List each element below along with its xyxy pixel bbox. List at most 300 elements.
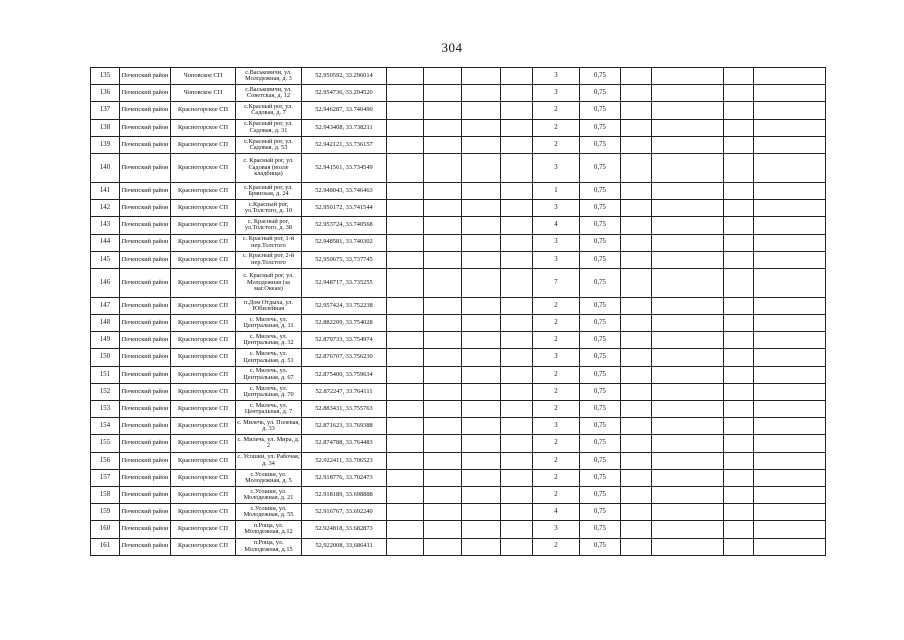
- table-row: [91, 251, 826, 268]
- empty-cell: [501, 538, 533, 555]
- empty-cell: [501, 435, 533, 452]
- empty-cell: [724, 268, 754, 297]
- empty-cell: [501, 486, 533, 503]
- container-count-cell: 3: [533, 251, 580, 268]
- container-count-cell: 2: [533, 469, 580, 486]
- address-cell: с. Милечь, ул. Центральная, д. 51: [236, 349, 302, 366]
- container-volume-cell: 0,75: [580, 366, 621, 383]
- table-row: [91, 200, 826, 217]
- empty-cell: [724, 401, 754, 418]
- coordinates-cell: 52.943408, 33.738211: [302, 119, 387, 136]
- district-cell: Почепский район: [120, 234, 171, 251]
- empty-cell: [621, 102, 652, 119]
- empty-cell: [652, 251, 724, 268]
- row-number: 142: [91, 200, 120, 217]
- empty-cell: [387, 418, 424, 435]
- table-row: [91, 452, 826, 469]
- empty-cell: [387, 217, 424, 234]
- container-volume-cell: 0,75: [580, 182, 621, 199]
- settlement-cell: Красногорское СП: [171, 349, 236, 366]
- settlement-cell: Красногорское СП: [171, 486, 236, 503]
- container-volume-cell: 0,75: [580, 469, 621, 486]
- coordinates-cell: 52.918776, 33.702473: [302, 469, 387, 486]
- empty-cell: [724, 383, 754, 400]
- empty-cell: [652, 435, 724, 452]
- settlement-cell: Красногорское СП: [171, 452, 236, 469]
- empty-cell: [501, 315, 533, 332]
- address-cell: п.Роща, ул. Молодежная, д.15: [236, 538, 302, 555]
- empty-cell: [501, 401, 533, 418]
- address-cell: с.Красный рог, ул. Садовая, д. 53: [236, 136, 302, 153]
- empty-cell: [621, 435, 652, 452]
- empty-cell: [501, 268, 533, 297]
- empty-cell: [387, 153, 424, 182]
- address-cell: с. Милечь, ул. Центральная, д. 70: [236, 383, 302, 400]
- table-row: [91, 182, 826, 199]
- empty-cell: [621, 469, 652, 486]
- container-count-cell: 3: [533, 68, 580, 85]
- empty-cell: [387, 332, 424, 349]
- container-volume-cell: 0,75: [580, 251, 621, 268]
- row-number: 150: [91, 349, 120, 366]
- empty-cell: [462, 297, 501, 314]
- empty-cell: [754, 401, 826, 418]
- container-count-cell: 2: [533, 119, 580, 136]
- empty-cell: [387, 234, 424, 251]
- address-cell: с. Милечь, ул. Центральная, д. 32: [236, 332, 302, 349]
- empty-cell: [387, 435, 424, 452]
- district-cell: Почепский район: [120, 85, 171, 102]
- district-cell: Почепский район: [120, 119, 171, 136]
- coordinates-cell: 52.918189, 33.698888: [302, 486, 387, 503]
- empty-cell: [652, 383, 724, 400]
- empty-cell: [424, 315, 462, 332]
- empty-cell: [652, 366, 724, 383]
- district-cell: Почепский район: [120, 136, 171, 153]
- empty-cell: [462, 234, 501, 251]
- empty-cell: [462, 217, 501, 234]
- empty-cell: [462, 85, 501, 102]
- empty-cell: [462, 102, 501, 119]
- empty-cell: [462, 366, 501, 383]
- empty-cell: [424, 469, 462, 486]
- empty-cell: [652, 349, 724, 366]
- district-cell: Почепский район: [120, 452, 171, 469]
- table-row: [91, 332, 826, 349]
- empty-cell: [652, 297, 724, 314]
- empty-cell: [462, 251, 501, 268]
- empty-cell: [621, 315, 652, 332]
- empty-cell: [462, 136, 501, 153]
- empty-cell: [754, 200, 826, 217]
- table-row: [91, 153, 826, 182]
- empty-cell: [724, 217, 754, 234]
- empty-cell: [724, 68, 754, 85]
- empty-cell: [424, 383, 462, 400]
- row-number: 161: [91, 538, 120, 555]
- address-cell: с.Красный рог, ул.Толстого, д. 10: [236, 200, 302, 217]
- container-volume-cell: 0,75: [580, 435, 621, 452]
- district-cell: Почепский район: [120, 504, 171, 521]
- empty-cell: [387, 297, 424, 314]
- empty-cell: [501, 521, 533, 538]
- empty-cell: [387, 119, 424, 136]
- district-cell: Почепский район: [120, 538, 171, 555]
- row-number: 144: [91, 234, 120, 251]
- empty-cell: [387, 469, 424, 486]
- address-cell: с.Красный рог, ул. Брянская, д. 24: [236, 182, 302, 199]
- district-cell: Почепский район: [120, 418, 171, 435]
- empty-cell: [462, 182, 501, 199]
- empty-cell: [387, 200, 424, 217]
- coordinates-cell: 52.875400, 33.759634: [302, 366, 387, 383]
- empty-cell: [462, 418, 501, 435]
- empty-cell: [621, 68, 652, 85]
- container-volume-cell: 0,75: [580, 538, 621, 555]
- table-row: [91, 435, 826, 452]
- row-number: 152: [91, 383, 120, 400]
- empty-cell: [387, 136, 424, 153]
- empty-cell: [652, 538, 724, 555]
- district-cell: Почепский район: [120, 315, 171, 332]
- empty-cell: [652, 268, 724, 297]
- empty-cell: [424, 68, 462, 85]
- row-number: 157: [91, 469, 120, 486]
- container-count-cell: 2: [533, 102, 580, 119]
- address-cell: с. Милечь, ул. Центральная, д. 67: [236, 366, 302, 383]
- table-row: [91, 136, 826, 153]
- address-cell: с.Усошки, ул. Молодежная, д. 21: [236, 486, 302, 503]
- district-cell: Почепский район: [120, 521, 171, 538]
- settlement-cell: Красногорское СП: [171, 538, 236, 555]
- empty-cell: [724, 251, 754, 268]
- coordinates-cell: 52.882209, 33.754028: [302, 315, 387, 332]
- empty-cell: [652, 136, 724, 153]
- district-cell: Почепский район: [120, 68, 171, 85]
- empty-cell: [652, 68, 724, 85]
- container-count-cell: 2: [533, 366, 580, 383]
- empty-cell: [387, 504, 424, 521]
- empty-cell: [387, 349, 424, 366]
- empty-cell: [387, 366, 424, 383]
- table-row: [91, 268, 826, 297]
- settlement-cell: Красногорское СП: [171, 332, 236, 349]
- empty-cell: [501, 332, 533, 349]
- coordinates-cell: 52.954736, 33.294520: [302, 85, 387, 102]
- row-number: 149: [91, 332, 120, 349]
- coordinates-cell: 52.924818, 33.682873: [302, 521, 387, 538]
- district-cell: Почепский район: [120, 153, 171, 182]
- empty-cell: [652, 102, 724, 119]
- district-cell: Почепский район: [120, 349, 171, 366]
- container-count-cell: 2: [533, 136, 580, 153]
- settlement-cell: Красногорское СП: [171, 182, 236, 199]
- empty-cell: [387, 521, 424, 538]
- empty-cell: [724, 435, 754, 452]
- address-cell: с.Усошки, ул. Молодежная, д. 5: [236, 469, 302, 486]
- address-cell: с.Усошки, ул. Молодежная, д. 55: [236, 504, 302, 521]
- empty-cell: [424, 153, 462, 182]
- container-volume-cell: 0,75: [580, 349, 621, 366]
- district-cell: Почепский район: [120, 182, 171, 199]
- container-volume-cell: 0,75: [580, 486, 621, 503]
- coordinates-cell: 52.871623, 33.769388: [302, 418, 387, 435]
- empty-cell: [724, 349, 754, 366]
- table-row: [91, 383, 826, 400]
- row-number: 158: [91, 486, 120, 503]
- coordinates-cell: 52.876707, 33.756230: [302, 349, 387, 366]
- coordinates-cell: 52.953724, 33.740568: [302, 217, 387, 234]
- empty-cell: [621, 349, 652, 366]
- empty-cell: [424, 452, 462, 469]
- row-number: 159: [91, 504, 120, 521]
- table-row: [91, 234, 826, 251]
- container-volume-cell: 0,75: [580, 383, 621, 400]
- empty-cell: [501, 136, 533, 153]
- empty-cell: [424, 217, 462, 234]
- district-cell: Почепский район: [120, 297, 171, 314]
- empty-cell: [652, 119, 724, 136]
- settlement-cell: Красногорское СП: [171, 153, 236, 182]
- empty-cell: [621, 521, 652, 538]
- settlement-cell: Красногорское СП: [171, 119, 236, 136]
- empty-cell: [652, 469, 724, 486]
- container-count-cell: 2: [533, 332, 580, 349]
- table-row: [91, 469, 826, 486]
- empty-cell: [754, 452, 826, 469]
- page-number: 304: [441, 40, 463, 55]
- coordinates-cell: 52.883431, 33.755763: [302, 401, 387, 418]
- container-count-cell: 3: [533, 153, 580, 182]
- empty-cell: [424, 401, 462, 418]
- coordinates-cell: 52.941561, 33.734549: [302, 153, 387, 182]
- container-volume-cell: 0,75: [580, 234, 621, 251]
- container-sites-table: [90, 67, 826, 556]
- empty-cell: [501, 200, 533, 217]
- container-count-cell: 2: [533, 297, 580, 314]
- container-volume-cell: 0,75: [580, 418, 621, 435]
- empty-cell: [501, 297, 533, 314]
- address-cell: с. Усошки, ул. Рабочая, д. 34: [236, 452, 302, 469]
- settlement-cell: Красногорское СП: [171, 234, 236, 251]
- empty-cell: [724, 452, 754, 469]
- empty-cell: [652, 182, 724, 199]
- row-number: 154: [91, 418, 120, 435]
- empty-cell: [754, 102, 826, 119]
- empty-cell: [621, 136, 652, 153]
- row-number: 139: [91, 136, 120, 153]
- empty-cell: [462, 469, 501, 486]
- container-count-cell: 2: [533, 435, 580, 452]
- empty-cell: [621, 366, 652, 383]
- empty-cell: [754, 251, 826, 268]
- container-volume-cell: 0,75: [580, 68, 621, 85]
- settlement-cell: Красногорское СП: [171, 401, 236, 418]
- settlement-cell: Чоповское СП: [171, 68, 236, 85]
- container-count-cell: 1: [533, 182, 580, 199]
- empty-cell: [724, 182, 754, 199]
- empty-cell: [424, 521, 462, 538]
- container-count-cell: 2: [533, 486, 580, 503]
- empty-cell: [501, 68, 533, 85]
- container-volume-cell: 0,75: [580, 401, 621, 418]
- empty-cell: [387, 452, 424, 469]
- district-cell: Почепский район: [120, 469, 171, 486]
- district-cell: Почепский район: [120, 383, 171, 400]
- table-row: [91, 504, 826, 521]
- empty-cell: [424, 119, 462, 136]
- empty-cell: [621, 119, 652, 136]
- empty-cell: [621, 85, 652, 102]
- container-count-cell: 3: [533, 521, 580, 538]
- container-volume-cell: 0,75: [580, 504, 621, 521]
- empty-cell: [424, 182, 462, 199]
- empty-cell: [754, 217, 826, 234]
- row-number: 145: [91, 251, 120, 268]
- empty-cell: [424, 251, 462, 268]
- coordinates-cell: 52.916767, 33.692240: [302, 504, 387, 521]
- table-row: [91, 315, 826, 332]
- empty-cell: [501, 85, 533, 102]
- coordinates-cell: 52.922411, 33.706523: [302, 452, 387, 469]
- empty-cell: [724, 119, 754, 136]
- empty-cell: [501, 469, 533, 486]
- container-volume-cell: 0,75: [580, 297, 621, 314]
- empty-cell: [621, 418, 652, 435]
- row-number: 141: [91, 182, 120, 199]
- empty-cell: [387, 251, 424, 268]
- table-row: [91, 366, 826, 383]
- empty-cell: [754, 435, 826, 452]
- address-cell: с. Милечь, ул. Мира, д. 2: [236, 435, 302, 452]
- empty-cell: [754, 538, 826, 555]
- empty-cell: [501, 452, 533, 469]
- container-count-cell: 2: [533, 538, 580, 555]
- settlement-cell: Красногорское СП: [171, 383, 236, 400]
- district-cell: Почепский район: [120, 486, 171, 503]
- empty-cell: [462, 504, 501, 521]
- empty-cell: [462, 268, 501, 297]
- empty-cell: [754, 349, 826, 366]
- empty-cell: [724, 153, 754, 182]
- empty-cell: [621, 182, 652, 199]
- empty-cell: [462, 332, 501, 349]
- address-cell: с. Красный рог, 1-й пер.Толстого: [236, 234, 302, 251]
- empty-cell: [724, 521, 754, 538]
- district-cell: Почепский район: [120, 401, 171, 418]
- container-count-cell: 4: [533, 504, 580, 521]
- district-cell: Почепский район: [120, 217, 171, 234]
- table-row: [91, 119, 826, 136]
- address-cell: с.Васьковичи, ул. Советская, д. 12: [236, 85, 302, 102]
- container-volume-cell: 0,75: [580, 119, 621, 136]
- empty-cell: [621, 401, 652, 418]
- address-cell: с.Красный рог, ул. Садовая, д. 7: [236, 102, 302, 119]
- empty-cell: [462, 452, 501, 469]
- empty-cell: [424, 234, 462, 251]
- empty-cell: [652, 504, 724, 521]
- coordinates-cell: 52.950172, 33.741544: [302, 200, 387, 217]
- empty-cell: [621, 153, 652, 182]
- empty-cell: [652, 234, 724, 251]
- address-cell: п.Дом Отдыха, ул. Юбилейная: [236, 297, 302, 314]
- row-number: 146: [91, 268, 120, 297]
- row-number: 151: [91, 366, 120, 383]
- address-cell: с. Красный рог, 2-й пер.Толстого: [236, 251, 302, 268]
- empty-cell: [424, 486, 462, 503]
- empty-cell: [462, 153, 501, 182]
- table-row: [91, 486, 826, 503]
- empty-cell: [462, 119, 501, 136]
- coordinates-cell: 52.879733, 33.754974: [302, 332, 387, 349]
- container-volume-cell: 0,75: [580, 315, 621, 332]
- district-cell: Почепский район: [120, 435, 171, 452]
- coordinates-cell: 52.957424, 33.752238: [302, 297, 387, 314]
- empty-cell: [652, 332, 724, 349]
- container-count-cell: 3: [533, 234, 580, 251]
- settlement-cell: Красногорское СП: [171, 136, 236, 153]
- empty-cell: [621, 200, 652, 217]
- district-cell: Почепский район: [120, 332, 171, 349]
- table-row: [91, 217, 826, 234]
- settlement-cell: Красногорское СП: [171, 366, 236, 383]
- empty-cell: [424, 332, 462, 349]
- empty-cell: [754, 486, 826, 503]
- settlement-cell: Красногорское СП: [171, 200, 236, 217]
- empty-cell: [501, 504, 533, 521]
- empty-cell: [621, 268, 652, 297]
- empty-cell: [424, 435, 462, 452]
- coordinates-cell: 52.946287, 33.740490: [302, 102, 387, 119]
- container-volume-cell: 0,75: [580, 268, 621, 297]
- row-number: 143: [91, 217, 120, 234]
- empty-cell: [724, 332, 754, 349]
- empty-cell: [424, 366, 462, 383]
- empty-cell: [387, 315, 424, 332]
- table-row: [91, 401, 826, 418]
- row-number: 153: [91, 401, 120, 418]
- empty-cell: [754, 268, 826, 297]
- empty-cell: [387, 85, 424, 102]
- empty-cell: [754, 85, 826, 102]
- empty-cell: [621, 251, 652, 268]
- empty-cell: [652, 486, 724, 503]
- empty-cell: [387, 383, 424, 400]
- container-volume-cell: 0,75: [580, 153, 621, 182]
- empty-cell: [724, 297, 754, 314]
- coordinates-cell: 52.948043, 33.746463: [302, 182, 387, 199]
- empty-cell: [652, 153, 724, 182]
- table-body: [91, 68, 826, 556]
- district-cell: Почепский район: [120, 102, 171, 119]
- container-volume-cell: 0,75: [580, 102, 621, 119]
- empty-cell: [754, 234, 826, 251]
- empty-cell: [462, 315, 501, 332]
- empty-cell: [621, 234, 652, 251]
- table-row: [91, 418, 826, 435]
- empty-cell: [501, 383, 533, 400]
- row-number: 156: [91, 452, 120, 469]
- empty-cell: [424, 538, 462, 555]
- row-number: 138: [91, 119, 120, 136]
- empty-cell: [462, 349, 501, 366]
- empty-cell: [387, 486, 424, 503]
- empty-cell: [754, 504, 826, 521]
- empty-cell: [754, 68, 826, 85]
- table-row: [91, 297, 826, 314]
- settlement-cell: Красногорское СП: [171, 251, 236, 268]
- address-cell: с. Красный рог, ул. Молодежная (за маг.Океан): [236, 268, 302, 297]
